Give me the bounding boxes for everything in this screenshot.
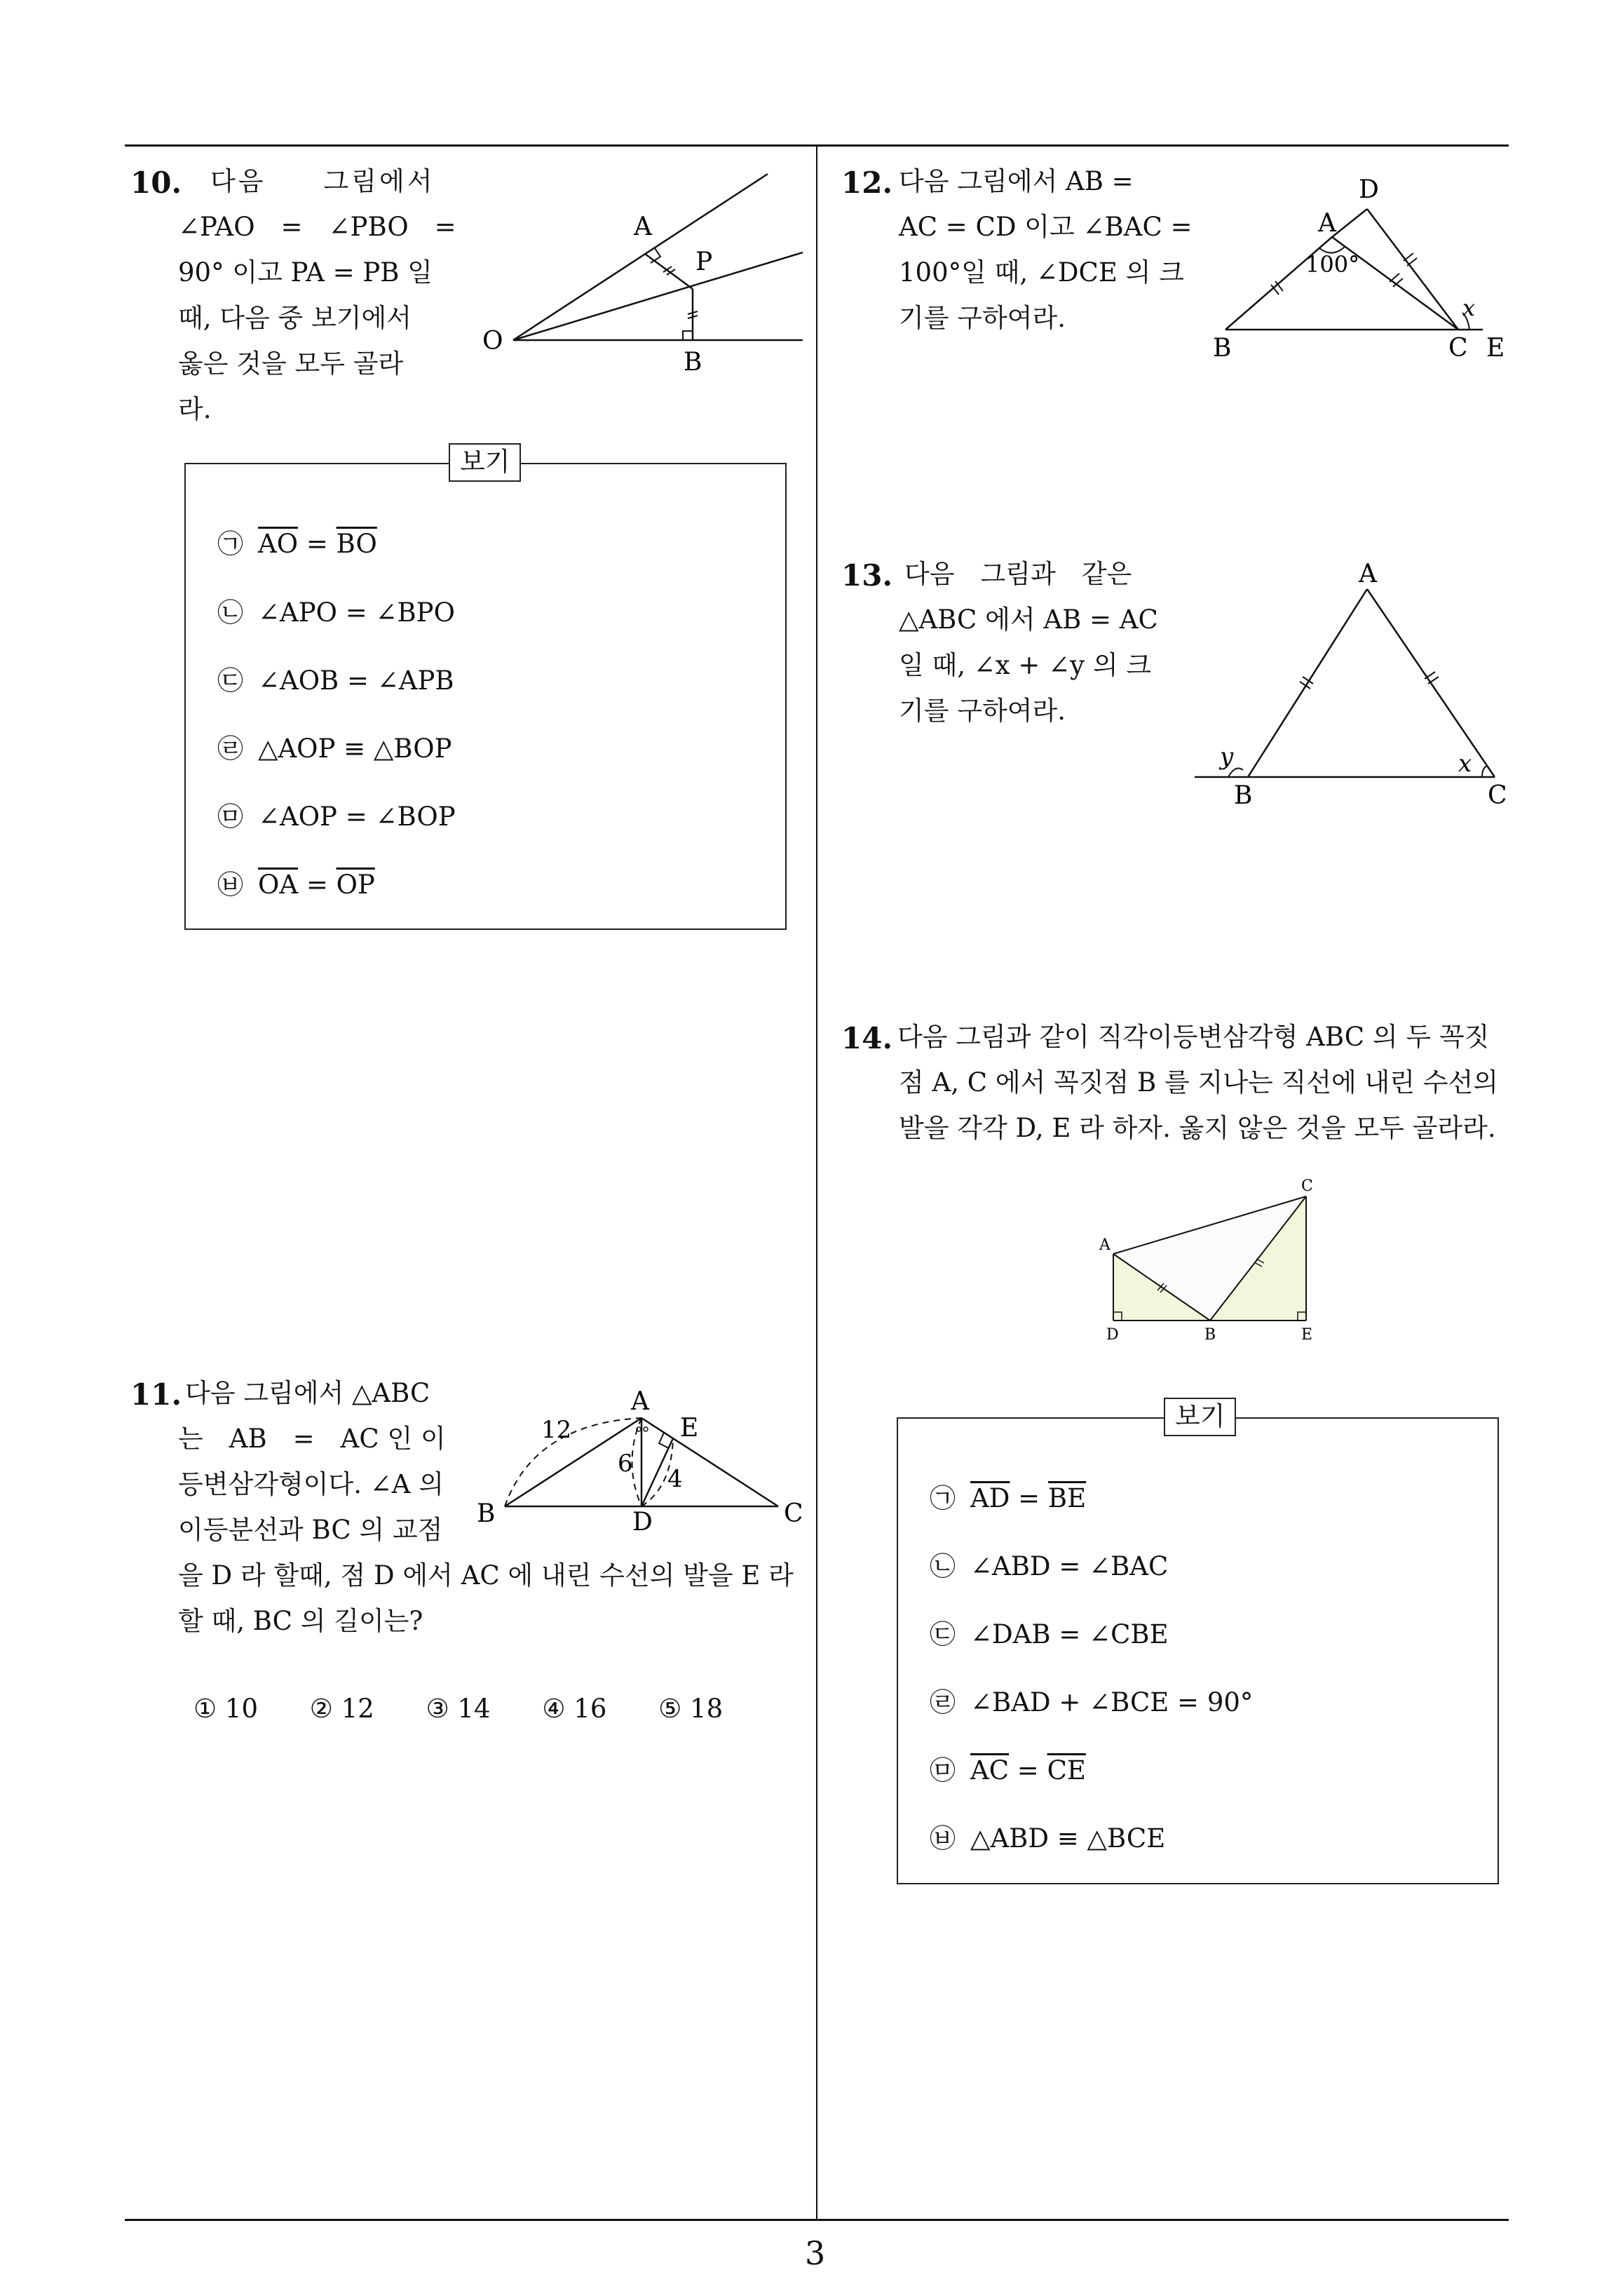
q10-item-5-text: ∠AOP = ∠BOP	[258, 802, 456, 832]
q14-item-2	[930, 1545, 1168, 1583]
q10-box-title: 보기	[449, 443, 521, 482]
q13-figure	[1185, 561, 1514, 821]
q10-item-4-text: △AOP ≡ △BOP	[258, 734, 452, 764]
q14-label-B: B	[1204, 1326, 1216, 1344]
q11-label-C: C	[784, 1499, 803, 1528]
q10-label-A: A	[634, 212, 652, 241]
q10-item-1-a: $\overline{AO}$	[258, 529, 299, 559]
q14-item-2-text: ∠ABD = ∠BAC	[970, 1551, 1169, 1581]
q10-item-3-text: ∠AOB = ∠APB	[258, 666, 454, 696]
q12-label-x: x	[1462, 295, 1476, 321]
q11-number: 11.	[130, 1377, 182, 1412]
q11-line-5: 을 D 라 할때, 점 D 에서 AC 에 내린 수선의 발을 E 라	[178, 1560, 794, 1591]
q10-item-1	[217, 522, 377, 560]
q12-figure	[1206, 168, 1528, 372]
bottom-rule	[125, 2219, 1509, 2221]
q11-choice-1[interactable]: ① 10	[193, 1694, 259, 1724]
q10-line-5: 옳은 것을 모두 골라	[178, 349, 404, 379]
q11-label-E: E	[680, 1414, 699, 1443]
q10-item-6-mid: =	[298, 870, 337, 900]
q10-item-2-text: ∠APO = ∠BPO	[258, 597, 455, 628]
q13-line-3: 일 때, ∠x + ∠y 의 크	[899, 650, 1152, 680]
q14-item-5	[930, 1749, 1086, 1787]
q12-label-100: 100°	[1305, 251, 1360, 278]
q10-item-1-mid: =	[298, 529, 337, 559]
q14-item-1-mid: =	[1010, 1483, 1048, 1513]
q13-label-x: x	[1458, 750, 1472, 778]
q10-label-B: B	[684, 348, 702, 377]
q11-choice-2[interactable]: ② 12	[309, 1694, 374, 1724]
q13-number: 13.	[841, 558, 893, 593]
column-divider	[816, 144, 817, 2220]
q14-item-5-a: $\overline{AC}$	[970, 1755, 1010, 1785]
q14-box-title: 보기	[1164, 1398, 1236, 1436]
q11-line-6: 할 때, BC 의 길이는?	[178, 1606, 423, 1636]
q14-line-3: 발을 각각 D, E 라 하자. 옳지 않은 것을 모두 골라라.	[899, 1113, 1496, 1143]
q10-item-6-b: $\overline{OP}$	[336, 870, 375, 900]
q11-label-12: 12	[541, 1416, 572, 1444]
q11-choice-4[interactable]: ④ 16	[542, 1694, 607, 1724]
q10-number: 10.	[130, 166, 182, 200]
q10-item-5-mark: ㉤	[217, 802, 243, 832]
q10-item-6-mark: ㉥	[217, 870, 243, 900]
q11-choices	[193, 1694, 766, 1724]
q14-item-4	[930, 1681, 1253, 1719]
q14-item-4-text: ∠BAD + ∠BCE = 90°	[970, 1687, 1254, 1717]
q12-line-4: 기를 구하여라.	[899, 303, 1066, 333]
q11-label-6: 6	[618, 1450, 633, 1478]
q14-item-3	[930, 1613, 1169, 1651]
q13-label-C: C	[1488, 781, 1507, 810]
q12-number: 12.	[841, 166, 893, 200]
q13-label-A: A	[1359, 561, 1377, 588]
q11-label-4: 4	[667, 1465, 683, 1493]
q11-label-D: D	[632, 1508, 653, 1532]
q14-item-1-mark: ㉠	[930, 1483, 956, 1513]
q14-item-6-mark: ㉥	[930, 1823, 956, 1853]
q10-item-3	[217, 659, 454, 697]
q10-item-5	[217, 795, 456, 833]
q14-line-2: 점 A, C 에서 꼭짓점 B 를 지나는 직선에 내린 수선의	[899, 1067, 1498, 1098]
q14-label-A: A	[1099, 1236, 1111, 1254]
q14-number: 14.	[841, 1021, 893, 1055]
q10-item-2-mark: ㉡	[217, 597, 243, 628]
q14-figure	[1087, 1171, 1325, 1350]
q12-label-D: D	[1359, 175, 1379, 204]
q10-line-1: 다음 그림에서	[210, 166, 435, 196]
page-number: 3	[805, 2234, 826, 2272]
q11-line-2: 는 AB = AC 인 이	[178, 1424, 446, 1454]
q13-line-1: 다음 그림과 같은	[904, 559, 1132, 589]
q11-label-A: A	[631, 1387, 649, 1416]
q14-item-6	[930, 1817, 1165, 1855]
q14-item-1-a: $\overline{AD}$	[970, 1483, 1010, 1513]
q10-label-P: P	[695, 248, 713, 276]
q11-line-3: 등변삼각형이다. ∠A 의	[178, 1469, 444, 1499]
q12-line-3: 100°일 때, ∠DCE 의 크	[899, 257, 1184, 288]
q11-choice-3[interactable]: ③ 14	[426, 1694, 491, 1724]
q11-label-B: B	[477, 1499, 496, 1528]
q13-line-4: 기를 구하여라.	[899, 696, 1066, 726]
q10-item-6-a: $\overline{OA}$	[258, 870, 299, 900]
q10-item-2	[217, 591, 455, 629]
q10-line-4: 때, 다음 중 보기에서	[178, 303, 412, 333]
q11-line-4: 이등분선과 BC 의 교점	[178, 1515, 443, 1545]
q10-item-1-mark: ㉠	[217, 529, 243, 559]
q14-item-1	[930, 1477, 1086, 1515]
q10-line-6: 라.	[178, 394, 212, 424]
q14-item-4-mark: ㉣	[930, 1687, 956, 1717]
q10-line-3: 90° 이고 PA = PB 일	[178, 257, 433, 288]
q10-item-6	[217, 863, 375, 901]
q11-line-1: 다음 그림에서 △ABC	[185, 1378, 430, 1408]
q11-figure	[470, 1382, 813, 1532]
q14-label-E: E	[1301, 1326, 1313, 1344]
q14-item-1-b: $\overline{BE}$	[1047, 1483, 1087, 1513]
q10-item-3-mark: ㉢	[217, 666, 243, 696]
q14-item-5-mid: =	[1009, 1755, 1047, 1785]
q12-label-C: C	[1448, 334, 1468, 363]
q10-label-O: O	[482, 327, 503, 356]
q14-item-3-mark: ㉢	[930, 1619, 956, 1649]
q12-line-2: AC = CD 이고 ∠BAC =	[899, 212, 1193, 242]
q13-label-y: y	[1220, 743, 1234, 771]
q14-item-2-mark: ㉡	[930, 1551, 956, 1581]
q13-label-B: B	[1234, 781, 1253, 810]
q10-figure	[463, 161, 827, 393]
q14-label-C: C	[1301, 1177, 1313, 1195]
q10-item-4	[217, 727, 452, 765]
q10-line-2: ∠PAO = ∠PBO =	[178, 212, 456, 242]
q14-line-1: 다음 그림과 같이 직각이등변삼각형 ABC 의 두 꼭짓	[897, 1022, 1490, 1052]
q14-item-5-mark: ㉤	[930, 1755, 956, 1785]
q12-label-B: B	[1213, 334, 1232, 363]
q11-choice-5[interactable]: ⑤ 18	[658, 1694, 724, 1724]
q14-label-D: D	[1106, 1326, 1119, 1344]
q10-item-4-mark: ㉣	[217, 734, 243, 764]
q12-label-A: A	[1318, 209, 1336, 238]
q10-item-1-b: $\overline{BO}$	[336, 529, 377, 559]
q14-item-6-text: △ABD ≡ △BCE	[970, 1823, 1166, 1853]
q12-label-E: E	[1486, 334, 1505, 363]
q14-item-5-b: $\overline{CE}$	[1047, 1755, 1086, 1785]
q12-line-1: 다음 그림에서 AB =	[899, 166, 1134, 196]
q13-line-2: △ABC 에서 AB = AC	[899, 605, 1158, 635]
q14-item-3-text: ∠DAB = ∠CBE	[970, 1619, 1169, 1649]
